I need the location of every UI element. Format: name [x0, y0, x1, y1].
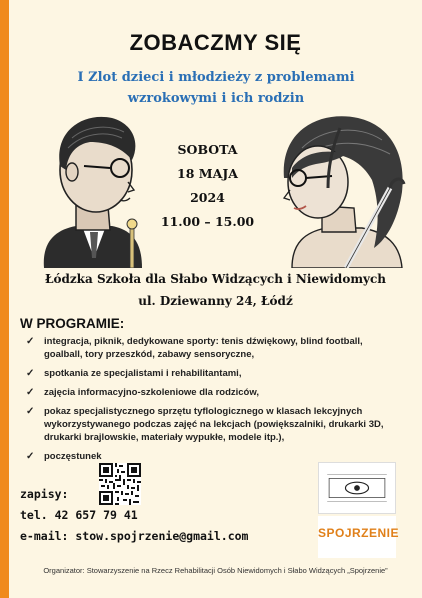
phone-number: tel. 42 657 79 41 — [20, 508, 138, 522]
qr-code-icon[interactable] — [99, 463, 141, 505]
organizer-footer: Organizator: Stowarzyszenie na Rzecz Rehabilitacji Osób Niewidomych i Słabo Widzących „Spojrzenie” — [43, 566, 388, 575]
venue-address: ul. Dziewanny 24, Łódź — [138, 294, 293, 308]
subtitle-line-2: wzrokowymi i ich rodzin — [127, 91, 305, 106]
program-list — [26, 335, 396, 469]
check-icon: ✓ — [26, 406, 35, 417]
program-item: ✓ zajęcia informacyjno-szkoleniowe dla rodziców, — [26, 387, 260, 398]
signup-label: zapisy: — [20, 487, 69, 501]
check-icon: ✓ — [26, 336, 35, 347]
spojrzenie-wordmark: SPOJRZENIE — [318, 526, 400, 540]
program-heading: W PROGRAMIE: — [20, 316, 125, 331]
school-seal-logo — [318, 462, 396, 514]
event-date-block — [150, 138, 265, 234]
event-year: 2024 — [190, 190, 225, 205]
check-icon: ✓ — [26, 387, 35, 398]
poster-title: ZOBACZMY SIĘ — [129, 30, 302, 55]
program-item: ✓ integracja, piknik, dedykowane sporty: tenis dźwiękowy, blind football, goalball, tory przeszkód, zabawy sensoryczne, — [26, 336, 363, 360]
spojrzenie-logo — [318, 516, 400, 558]
program-item: ✓ poczęstunek — [26, 451, 102, 462]
check-icon: ✓ — [26, 368, 35, 379]
boy-illustration — [24, 108, 164, 268]
program-item: ✓ spotkania ze specjalistami i rehabilitantami, — [26, 368, 242, 379]
venue-name: Łódzka Szkoła dla Słabo Widzących i Niewidomych — [44, 272, 387, 286]
program-item: ✓ pokaz specjalistycznego sprzętu tyflologicznego w klasach lekcyjnych wykorzystywanego podczas zajęć na lekcjach (powiększalniki, drukarki 3D, drukarki brajlowskie, materiały wypukłe, modele itp.), — [26, 406, 384, 443]
event-date: 18 MAJA — [177, 166, 238, 181]
poster-subtitle — [40, 67, 392, 109]
event-day: SOBOTA — [177, 142, 238, 157]
event-time: 11.00 – 15.00 — [160, 214, 255, 229]
girl-illustration — [262, 108, 412, 268]
venue-block — [9, 268, 422, 312]
organizer-logos — [318, 462, 400, 558]
orange-accent-bar — [0, 0, 9, 598]
check-icon: ✓ — [26, 451, 35, 462]
email-address[interactable]: e-mail: stow.spojrzenie@gmail.com — [20, 529, 249, 543]
subtitle-line-1: I Zlot dzieci i młodzieży z problemami — [77, 70, 355, 85]
